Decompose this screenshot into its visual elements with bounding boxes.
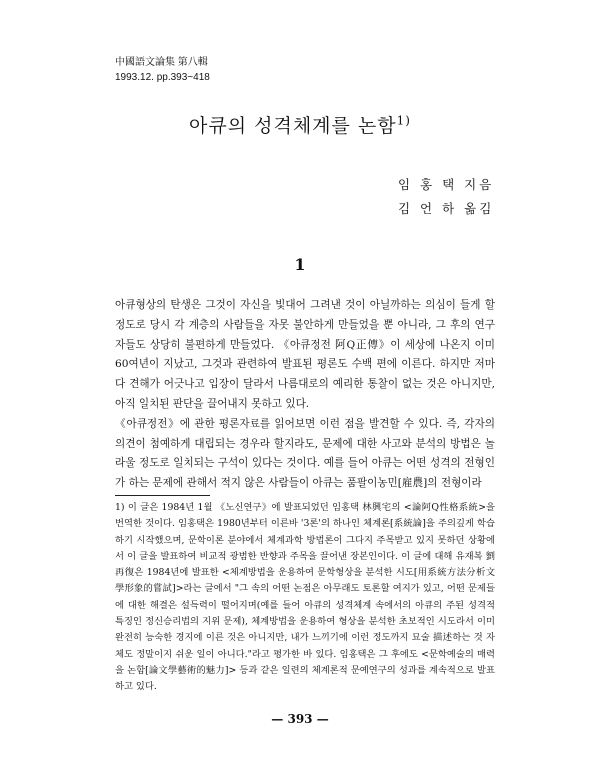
translator-line: 김 언 하 옮김	[398, 201, 495, 216]
footnote-divider	[115, 495, 210, 496]
title-text: 아큐의 성격체계를 논함	[189, 115, 397, 137]
journal-name: 中國語文論集 第八輯	[115, 57, 208, 68]
footnote	[115, 500, 495, 696]
body-paragraph-2: 《아큐정전》에 관한 평론자료를 읽어보면 이런 점을 발견할 수 있다. 즉, 각자의 의견이 첨예하게 대립되는 경우라 할지라도, 문제에 대한 사고와 분석의 방법은 놀라울 정도로 일치되는 구석이 있다는 것이다. 예를 들어 아큐는 어떤 성격의 전형인가 하는 문제에 관해서 적지 않은 사람들이 아큐는 품팔이농민[雇農]의 전형이라	[115, 417, 495, 490]
body-text	[115, 296, 495, 494]
page-number: — 393 —	[271, 712, 329, 726]
article-title	[0, 111, 600, 138]
journal-pages: 1993.12. pp.393~418	[115, 72, 210, 83]
journal-header	[115, 55, 210, 85]
footnote-text: 1) 이 글은 1984년 1월 《노신연구》에 발표되었던 임홍택 林興宅의 <論阿Q性格系統>을 번역한 것이다. 임홍택은 1980년부터 이른바 '3론'의 하나인 체계론[系統論]을 주의깊게 학습하기 시작했으며, 문학이론 분야에서 체계과학 방법론이 그다지 주목받고 있지 못하던 상황에서 이 글을 발표하여 비교적 광범한 반향과 주목을 끌어낸 장본인이다. 이 글에 대해 유재복 劉再復은 1984년에 발표한 <체계방법을 운용하여 문학형상을 분석한 시도[用系統方法分析文學形象的嘗試]>라는 글에서 "그 속의 어떤 논점은 아무래도 토론할 여지가 있고, 어떤 문제들에 대한 해결은 설득력이 떨어지며(예를 들어 아큐의 성격체계 속에서의 아큐의 주된 성격적 특징인 정신승리법의 지위 문제), 체계방법을 운용하여 형상을 분석한 초보적인 시도라서 이미 완전히 능숙한 경지에 이른 것은 아니지만, 내가 느끼기에 이런 정도까지 묘술 描述하는 것 자체도 정말이지 쉬운 일이 아니다."라고 평가한 바 있다. 임홍택은 그 후에도 <문학예술의 매력을 논함[論文學藝術的魅力]> 등과 같은 일련의 체계론적 문예연구의 성과를 계속적으로 발표하고 있다.	[115, 502, 495, 693]
body-paragraph-1: 아큐형상의 탄생은 그것이 자신을 빛대어 그려낸 것이 아닐까하는 의심이 들게 할 정도로 당시 각 계층의 사람들을 자못 불안하게 만들었을 뿐 아니라, 그 후의 연구자들도 상당히 불편하게 만들었다. 《아큐정전 阿Q正傳》이 세상에 나온지 이미 60여년이 지났고, 그것과 관련하여 발표된 평론도 수백 편에 이른다. 하지만 저마다 견해가 어긋나고 입장이 달라서 나름대로의 예리한 통찰이 없는 것은 아니지만, 아직 일치된 판단을 끌어내지 못하고 있다.	[115, 299, 495, 410]
title-footnote-mark: 1)	[396, 113, 411, 128]
section-number: 1	[294, 255, 306, 274]
author-line: 임 홍 택 지음	[398, 177, 495, 192]
